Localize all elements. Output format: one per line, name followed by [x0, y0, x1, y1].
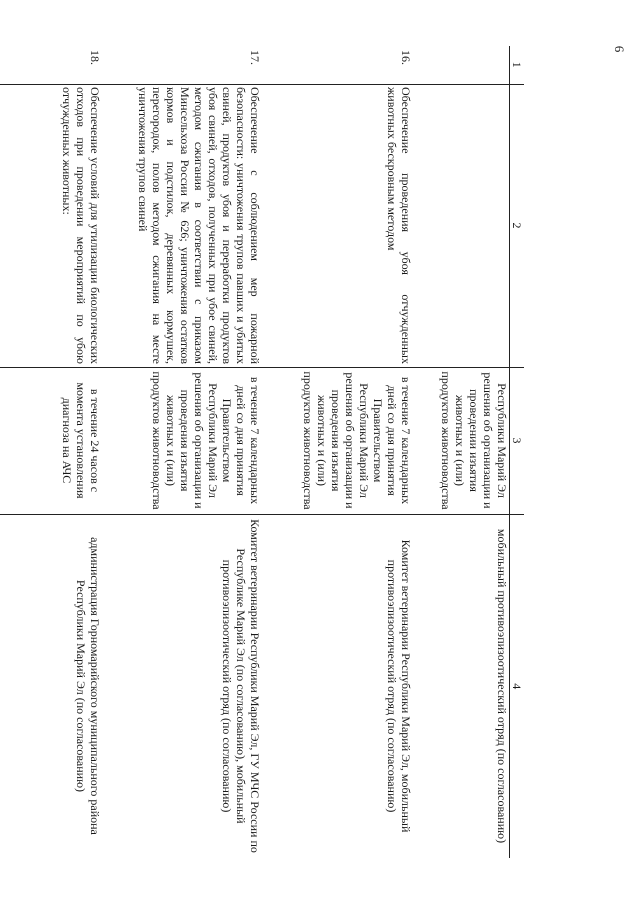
header-col-4: 4 [510, 514, 525, 858]
table-row [106, 46, 266, 858]
row-activity: Обеспечение условий для утилизации биологических отходов при проведении мероприятий по убою отчужденных животных: [60, 87, 102, 364]
row-responsible: администрация Горномарийского муниципального района Республики Марий Эл (по согласованию) [74, 537, 102, 835]
row-activity: Обеспечение с соблюдением мер пожарной безопасности: уничтожения трупов павших и убитых свиней, продуктов убоя и переработки продуктов убоя свиней, отходов, полученных при убое свиней, методом сжигания в соответствии с приказом Минсельхоза России № 626; уничтожения остатков кормов и подстилок, деревянных кормушек, перегородок, полов методом сжигания на месте уничтожения трупов свиней [136, 87, 262, 364]
column-divider [0, 367, 524, 368]
table-row [417, 46, 510, 858]
row-deadline: Республики Марий Эл решения об организации и проведении изъятия животных и (или) продуктов животноводства [439, 371, 509, 510]
row-number: 18. [88, 50, 102, 65]
table-row [0, 46, 106, 858]
row-number: 17. [248, 50, 262, 65]
row-deadline: в течение 7 календарных дней со дня принятия Правительством Республики Марий Эл решения об организации и проведения изъятия животных и (или) продуктов животноводства [150, 371, 262, 510]
column-divider [0, 84, 524, 85]
row-responsible: Комитет ветеринарии Республики Марий Эл, ГУ МЧС России по Республике Марий Эл (по согласованию), мобильный противоэпизоотический отряд (по согласованию) [220, 519, 262, 853]
row-responsible: мобильный противоэпизоотический отряд (по согласованию) [495, 528, 509, 844]
table-header-row [510, 46, 525, 858]
row-deadline: в течение 7 календарных дней со дня принятия Правительством Республики Марий Эл решения об организации и проведения изъятия животных и (или) продуктов животноводства [301, 371, 413, 510]
rotated-table-container [0, 46, 524, 858]
row-responsible: Комитет ветеринарии Республики Марий Эл, мобильный противоэпизоотический отряд (по согласованию) [385, 539, 413, 833]
header-col-3: 3 [510, 367, 525, 514]
row-number [417, 46, 510, 84]
row-activity: Обеспечение проведения убоя отчужденных животных бескровным методом [385, 87, 413, 364]
row-deadline: в течение 24 часов с момента установления диагноза на АЧС [60, 382, 102, 499]
row-activity [417, 84, 510, 367]
column-divider [0, 514, 524, 515]
table-row [266, 46, 417, 858]
header-col-1: 1 [510, 46, 525, 84]
measures-table [0, 46, 524, 858]
header-col-2: 2 [510, 84, 525, 367]
row-number: 16. [399, 50, 413, 65]
page-number: 6 [612, 45, 627, 53]
